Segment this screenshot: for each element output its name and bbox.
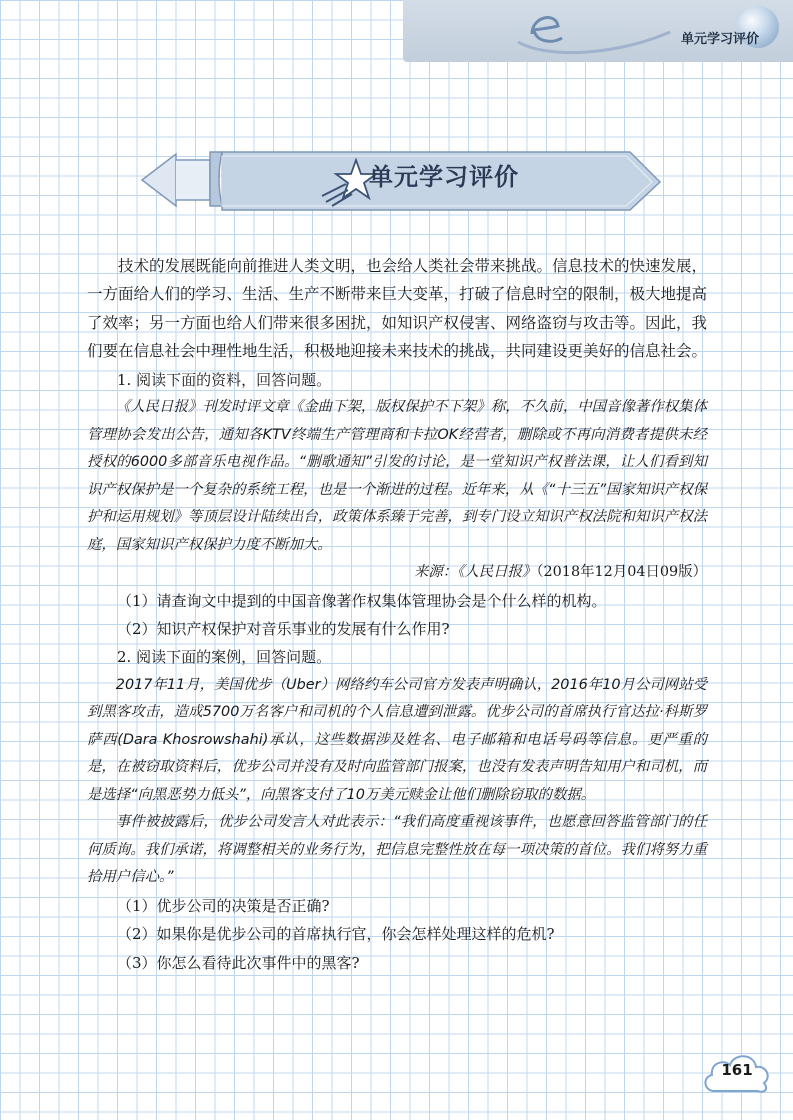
page-number-badge [700,1047,774,1097]
content-area [87,252,707,977]
page-number: 161 [721,1061,753,1079]
header-section-title: 单元学习评价 [680,32,759,47]
task1-heading: 1. 阅读下面的资料，回答问题。 [117,370,332,389]
task2-heading: 2. 阅读下面的案例，回答问题。 [117,648,332,667]
task1-question-2: （2）知识产权保护对音乐事业的发展有什么作用? [117,619,450,638]
source-date: （2018年12月04日09版） [536,564,707,581]
task1-source [87,559,707,587]
task2-question-1: （1）优步公司的决策是否正确? [117,896,330,915]
task2-question-2: （2）如果你是优步公司的首席执行官，你会怎样处理这样的危机? [117,925,555,944]
task2-question-3: （3）你怎么看待此次事件中的黑客? [117,953,360,972]
task1-excerpt: 《人民日报》刊发时评文章《金曲下架，版权保护不下架》称，不久前，中国音像著作权集体管理协会发出公告，通知各KTV终端生产管理商和卡拉OK经营者，删除或不再向消费者提供未经授权的6000多部音乐电视作品。“删歌通知”引发的讨论，是一堂知识产权普法课，让人们看到知识产权保护是一个复杂的系统工程，也是一个渐进的过程。近年来，从《“十三五”国家知识产权保护和运用规划》等顶层设计陆续出台，政策体系臻于完善，到专门设立知识产权法院和知识产权法庭，国家知识产权保护力度不断加大。 [87,399,707,553]
banner-title: 单元学习评价 [369,163,519,191]
task2-case-paragraph-1: 2017年11月，美国优步（Uber）网络约车公司官方发表声明确认，2016年10月公司网站受到黑客攻击，造成5700万名客户和司机的个人信息遭到泄露。优步公司的首席执行官达拉·科斯罗萨西(Dara Khosrowshahi)承认，这些数据涉及姓名、电子邮箱和电话号码等信息。更严重的是，在被窃取资料后，优步公司并没有及时向监管部门报案，也没有发表声明告知用户和司机，而是选择“向黑恶势力低头”，向黑客支付了10万美元赎金让他们删除窃取的数据。 [87,676,707,803]
task2-case-paragraph-2: 事件被披露后，优步公司发言人对此表示：“我们高度重视该事件，也愿意回答监管部门的任何质询。我们承诺，将调整相关的业务行为，把信息完整性放在每一项决策的首位。我们将努力重拾用户信心。” [87,814,707,886]
source-label: 来源：《人民日报》 [413,564,537,581]
task1-question-1: （1）请查询文中提到的中国音像著作权集体管理协会是个什么样的机构。 [117,591,607,610]
e-swoosh-logo [510,2,680,58]
intro-paragraph: 技术的发展既能向前推进人类文明，也会给人类社会带来挑战。信息技术的快速发展，一方面给人们的学习、生活、生产不断带来巨大变革，打破了信息时空的限制，极大地提高了效率；另一方面也给人们带来很多困扰，如知识产权侵害、网络盗窃与攻击等。因此，我们要在信息社会中理性地生活，积极地迎接未来技术的挑战，共同建设更美好的信息社会。 [87,257,708,361]
